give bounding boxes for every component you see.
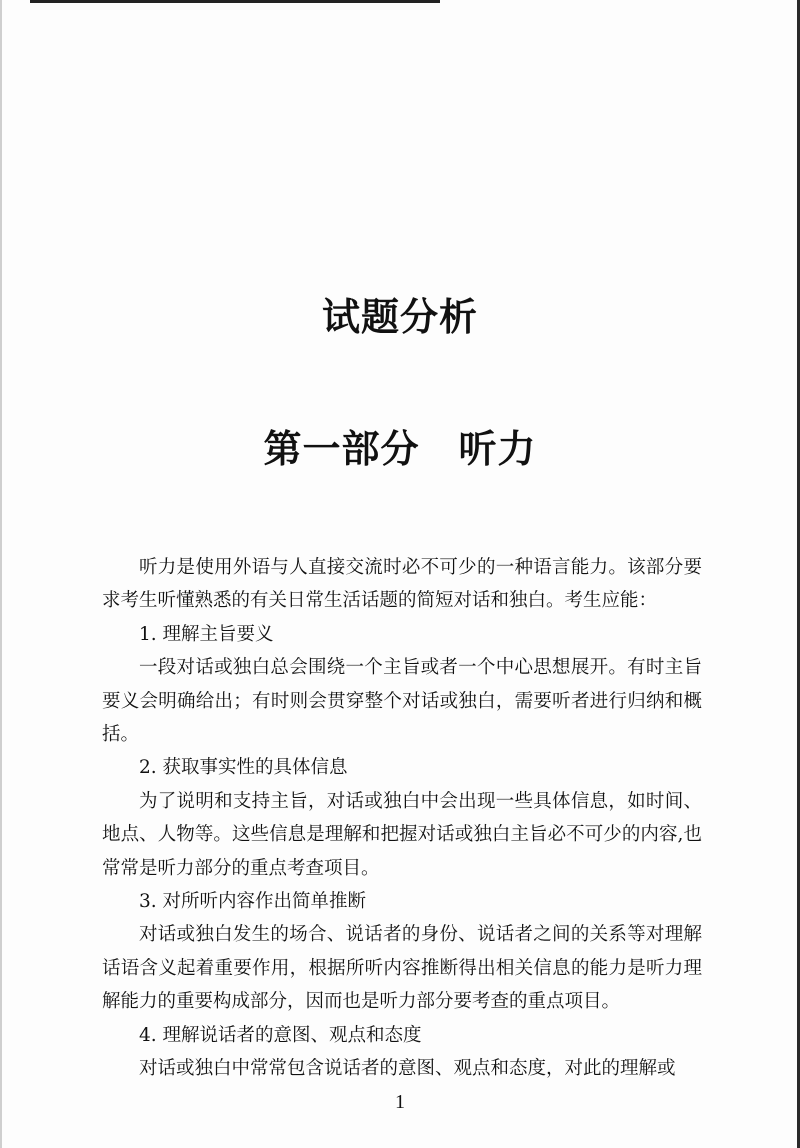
scan-edge-top — [30, 0, 440, 3]
item-heading-3: 3. 对所听内容作出简单推断 — [139, 891, 367, 913]
item-paragraph-4: 对话或独白中常常包含说话者的意图、观点和态度，对此的理解或 — [139, 1058, 676, 1080]
page-number: 1 — [395, 1091, 405, 1113]
scan-edge-left — [0, 0, 2, 1148]
body-text — [102, 551, 702, 1086]
section-title: 第一部分 听力 — [263, 426, 537, 471]
intro-paragraph: 听力是使用外语与人直接交流时必不可少的一种语言能力。该部分要求考生听懂熟悉的有关日常生活话题的简短对话和独白。考生应能： — [102, 557, 702, 612]
page-title: 试题分析 — [321, 294, 478, 339]
item-heading-4: 4. 理解说话者的意图、观点和态度 — [139, 1024, 422, 1046]
item-paragraph-2: 为了说明和支持主旨，对话或独白中会出现一些具体信息，如时间、地点、人物等。这些信息是理解和把握对话或独白主旨必不可少的内容,也常常是听力部分的重点考查项目。 — [102, 790, 702, 879]
item-heading-2: 2. 获取事实性的具体信息 — [139, 757, 348, 779]
item-paragraph-3: 对话或独白发生的场合、说话者的身份、说话者之间的关系等对理解话语含义起着重要作用，根据所听内容推断得出相关信息的能力是听力理解能力的重要构成部分，因而也是听力部分要考查的重点项目。 — [102, 924, 702, 1013]
item-heading-1: 1. 理解主旨要义 — [139, 623, 274, 645]
item-paragraph-1: 一段对话或独白总会围绕一个主旨或者一个中心思想展开。有时主旨要义会明确给出；有时则会贯穿整个对话或独白，需要听者进行归纳和概括。 — [102, 657, 702, 746]
